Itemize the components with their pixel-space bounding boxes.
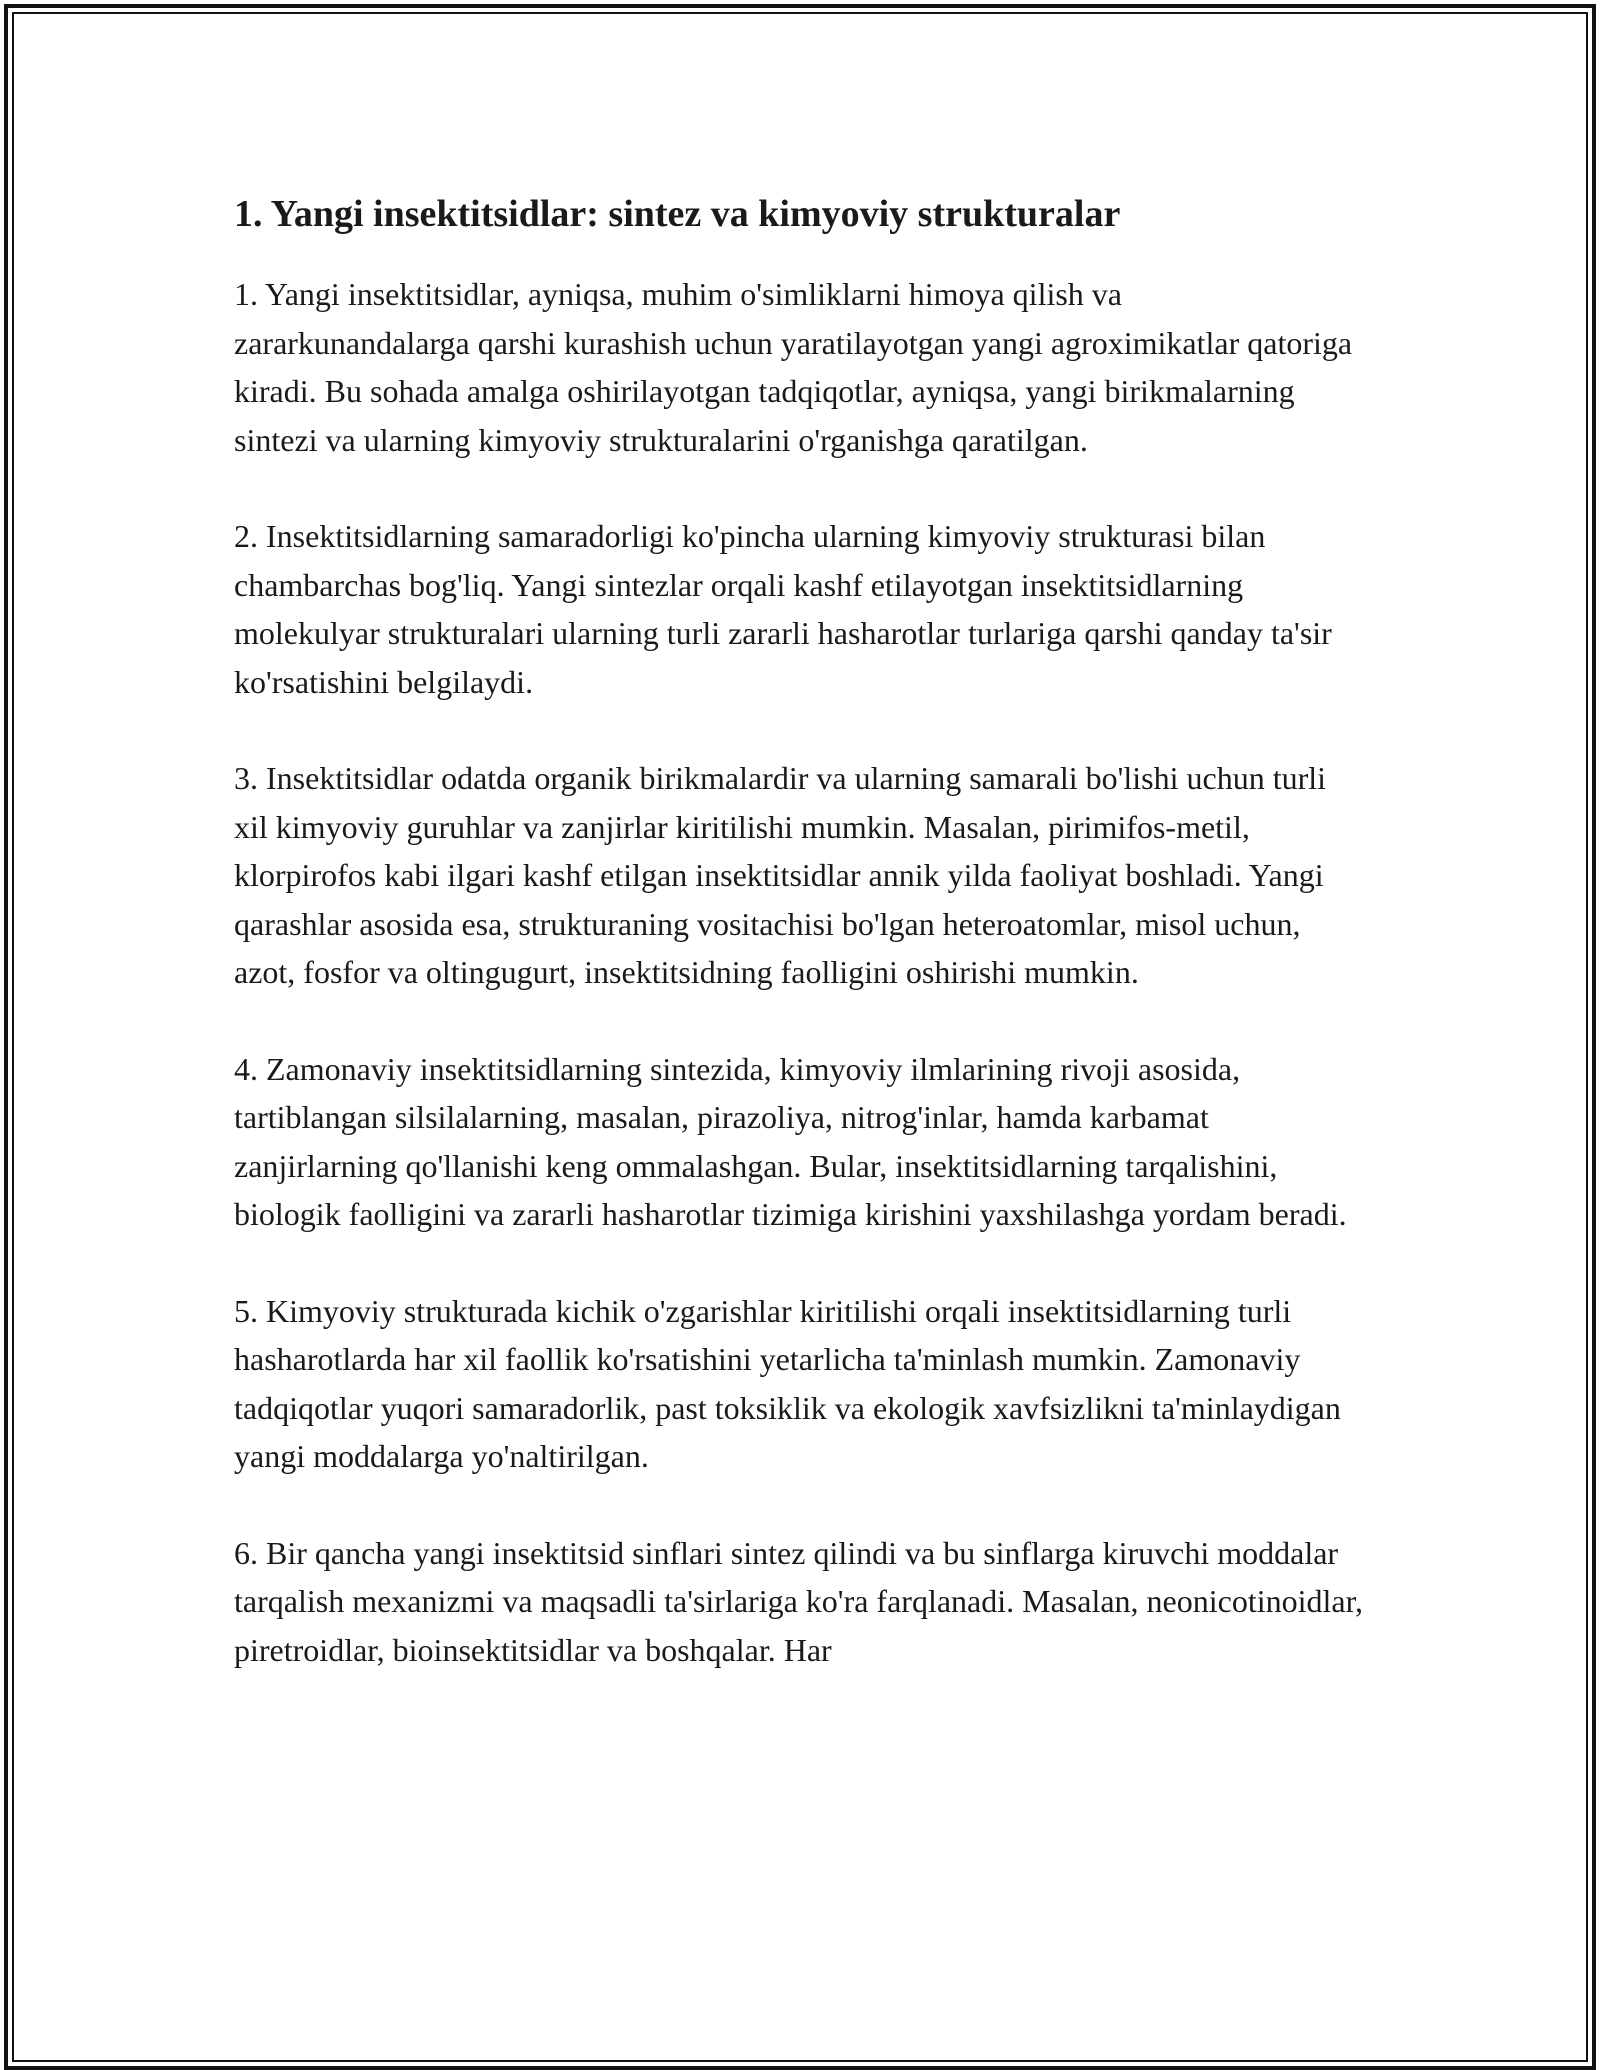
paragraph-5: 5. Kimyoviy strukturada kichik o'zgarishlar kiritilishi orqali insektitsidlarning turli hasharotlarda har xil faollik ko'rsatishini yetarlicha ta'minlash mumkin. Zamonaviy tadqiqotlar yuqori samaradorlik, past toksiklik va ekologik xavfsizlikni ta'minlaydigan yangi moddalarga yo'naltirilgan. <box>234 1292 1341 1474</box>
paragraph-2: 2. Insektitsidlarning samaradorligi ko'pincha ularning kimyoviy strukturasi bilan chambarchas bog'liq. Yangi sintezlar orqali kashf etilayotgan insektitsidlarning molekulyar strukturalari ularning turli zararli hasharotlar turlariga qarshi qanday ta'sir ko'rsatishini belgilaydi. <box>234 518 1332 700</box>
paragraph-3: 3. Insektitsidlar odatda organik birikmalardir va ularning samarali bo'lishi uchun turli xil kimyoviy guruhlar va zanjirlar kiritilishi mumkin. Masalan, pirimifos-metil, klorpirofos kabi ilgari kashf etilgan insektitsidlar annik yilda faoliyat boshladi. Yangi qarashlar asosida esa, strukturaning vositachisi bo'lgan heteroatomlar, misol uchun, azot, fosfor va oltingugurt, insektitsidning faolligini oshirishi mumkin. <box>234 760 1327 990</box>
document-title: 1. Yangi insektitsidlar: sintez va kimyoviy strukturalar <box>234 193 1121 235</box>
paragraph-6: 6. Bir qancha yangi insektitsid sinflari sintez qilindi va bu sinflarga kiruvchi moddalar tarqalish mexanizmi va maqsadli ta'sirlariga ko'ra farqlanadi. Masalan, neonicotinoidlar, piretroidlar, bioinsektitsidlar va boshqalar. Har <box>234 1534 1363 1668</box>
paragraph-1: 1. Yangi insektitsidlar, ayniqsa, muhim o'simliklarni himoya qilish va zararkunandalarga qarshi kurashish uchun yaratilayotgan yangi agroximikatlar qatoriga kiradi. Bu sohada amalga oshirilayotgan tadqiqotlar, ayniqsa, yangi birikmalarning sintezi va ularning kimyoviy strukturalarini o'rganishga qaratilgan. <box>234 276 1353 458</box>
paragraph-4: 4. Zamonaviy insektitsidlarning sintezida, kimyoviy ilmlarining rivoji asosida, tartiblangan silsilalarning, masalan, pirazoliya, nitrog'inlar, hamda karbamat zanjirlarning qo'llanishi keng ommalashgan. Bular, insektitsidlarning tarqalishini, biologik faolligini va zararli hasharotlar tizimiga kirishini yaxshilashga yordam beradi. <box>234 1050 1347 1232</box>
document-body <box>234 188 1384 1674</box>
